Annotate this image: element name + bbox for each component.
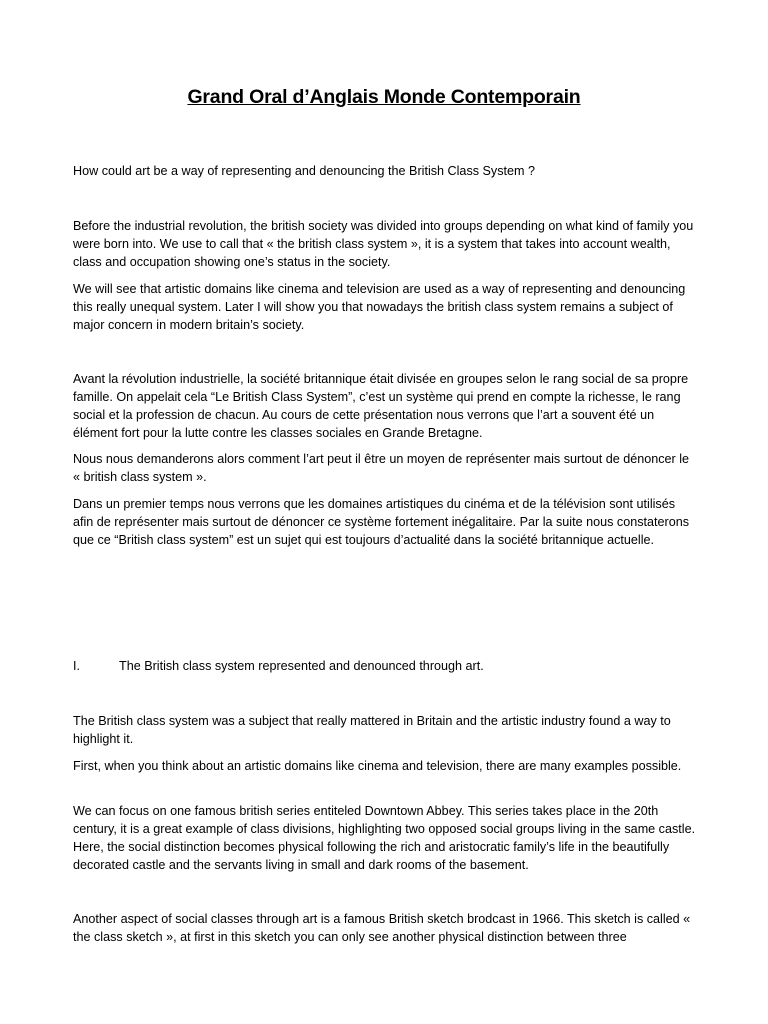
paragraph: The British class system was a subject that really mattered in Britain and the artistic industry found a way to highlight it.: [73, 714, 671, 746]
paragraph: Avant la révolution industrielle, la société britannique était divisée en groupes selon le rang social de sa propre famille. On appelait cela “Le British Class System”, c’est un système qui prend en compte la richesse, le rang social et la profession de chacun. Au cours de cette présentation nous verrons que l’art a souvent été un élément fort pour la lutte contre les classes sociales en Grande Bretagne.: [73, 372, 689, 440]
section-paragraph-4: [73, 910, 698, 946]
paragraph: Another aspect of social classes through art is a famous British sketch brodcast in 1966. This sketch is called « the class sketch », at first in this sketch you can only see another physical distinction between three: [73, 912, 691, 944]
section-number: I.: [73, 659, 80, 673]
intro-fr-paragraph-2: [73, 450, 698, 486]
paragraph: Dans un premier temps nous verrons que les domaines artistiques du cinéma et de la télévision sont utilisés afin de représenter mais surtout de dénoncer ce système fortement inégalitaire. Par la suite nous constaterons que ce “British class system” est un sujet qui est toujours d’actualité dans la société britannique actuelle.: [73, 497, 690, 547]
paragraph: We will see that artistic domains like cinema and television are used as a way of representing and denouncing this really unequal system. Later I will show you that nowadays the british class system remains a subject of major concern in modern britain’s society.: [73, 282, 686, 332]
paragraph: Nous nous demanderons alors comment l’art peut il être un moyen de représenter mais surtout de dénoncer le « british class system ».: [73, 452, 690, 484]
intro-en-paragraph-2: [73, 280, 698, 334]
paragraph: We can focus on one famous british series entiteled Downtown Abbey. This series takes place in the 20th century, it is a great example of class divisions, highlighting two opposed social groups living in the same castle. Here, the social distinction becomes physical following the rich and aristocratic family’s life in the beautifully decorated castle and the servants living in small and dark rooms of the basement.: [73, 804, 696, 872]
question-text: How could art be a way of representing and denouncing the British Class System ?: [73, 164, 536, 178]
document-title: Grand Oral d’Anglais Monde Contemporain: [187, 86, 581, 108]
section-paragraph-1: [73, 712, 698, 748]
intro-en-paragraph-1: [73, 217, 698, 271]
paragraph: First, when you think about an artistic domains like cinema and television, there are many examples possible.: [73, 759, 682, 773]
intro-fr-paragraph-3: [73, 495, 698, 549]
section-paragraph-2: [73, 757, 698, 775]
intro-fr-paragraph-1: [73, 370, 698, 442]
paragraph: Before the industrial revolution, the british society was divided into groups depending on what kind of family you were born into. We use to call that « the british class system », it is a system that takes into account wealth, class and occupation showing one’s status in the society.: [73, 219, 694, 269]
section-paragraph-3: [73, 802, 698, 874]
research-question: [73, 162, 698, 180]
section-title: The British class system represented and denounced through art.: [119, 659, 484, 673]
